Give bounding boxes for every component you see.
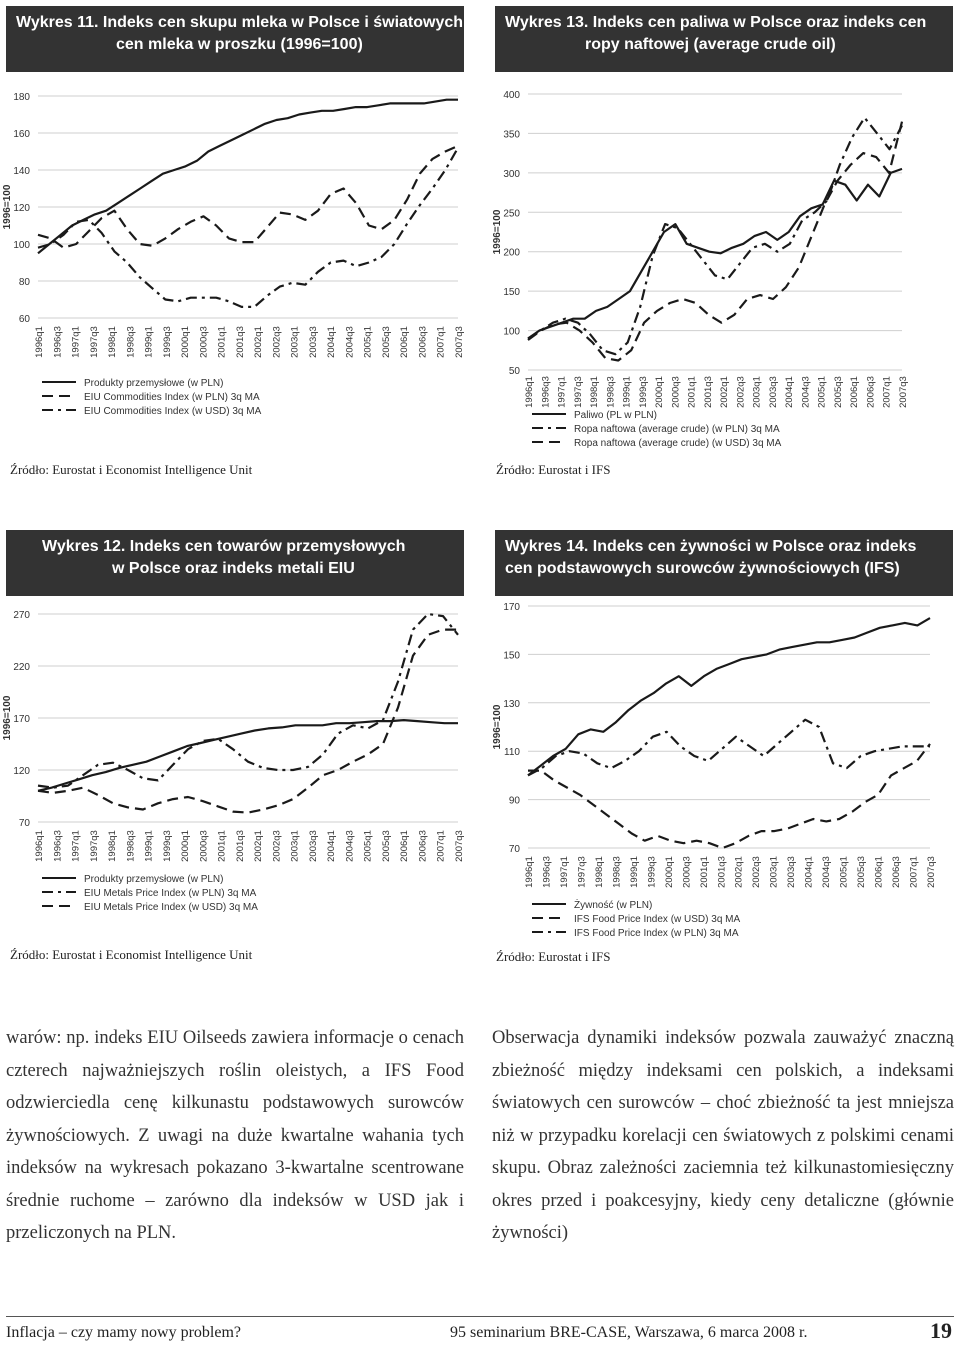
y-axis-label: 1996=100 [2,184,13,230]
legend-label: EIU Commodities Index (w USD) 3q MA [84,406,262,417]
x-tick-label: 1999q3 [161,326,173,358]
x-tick-label: 2006q3 [417,326,429,358]
y-tick-label: 400 [503,90,520,101]
x-tick-label: 2000q1 [663,856,675,888]
chart-title-line1: Wykres 14. Indeks cen żywności w Polsce oraz indeks [505,538,917,555]
source-w13: Źródło: Eurostat i IFS [496,462,611,477]
y-tick-label: 250 [503,208,520,220]
x-tick-label: 2007q1 [435,326,447,358]
x-tick-label: 2002q1 [253,830,265,862]
page-number: 19 [930,1318,952,1343]
legend-label: Produkty przemysłowe (w PLN) [84,874,224,885]
x-tick-label: 2001q3 [702,376,714,408]
footer-left: Inflacja – czy mamy nowy problem? [6,1324,242,1341]
x-tick-label: 1997q3 [88,326,100,358]
y-tick-label: 150 [503,650,520,662]
x-tick-label: 1998q3 [125,830,137,862]
x-tick-label: 1999q1 [143,326,155,358]
x-tick-label: 2004q3 [800,376,812,408]
x-tick-label: 1998q1 [107,326,119,358]
x-tick-label: 1999q1 [621,376,633,408]
y-tick-label: 150 [503,287,520,299]
legend-label: Żywność (w PLN) [574,900,653,911]
y-tick-label: 350 [503,129,520,141]
footer-rule [6,1316,954,1317]
x-tick-label: 2006q3 [865,376,877,408]
x-tick-label: 2005q1 [838,856,850,888]
series-line-3 [528,720,930,776]
x-tick-label: 2004q3 [821,856,833,888]
x-tick-label: 1997q1 [70,326,82,358]
x-tick-label: 2004q1 [326,830,338,862]
y-tick-label: 140 [13,166,30,177]
x-tick-label: 1998q1 [589,376,601,408]
x-tick-label: 1997q1 [556,376,568,408]
y-tick-label: 120 [13,766,30,777]
x-tick-label: 2004q3 [344,830,356,862]
source-w11: Źródło: Eurostat i Economist Intelligence Unit [10,462,253,477]
x-tick-label: 1999q3 [646,856,658,888]
x-tick-label: 1998q1 [107,830,119,862]
x-tick-label: 1996q1 [524,856,535,888]
y-tick-label: 300 [503,168,520,180]
y-tick-label: 50 [508,366,520,377]
series-line-1 [528,169,902,339]
chart-w13 [490,80,960,455]
chart-w12 [0,600,470,940]
chart-title-line1: Wykres 11. Indeks cen skupu mleka w Polsce i światowych [16,14,464,31]
x-tick-label: 2007q3 [898,376,909,408]
x-tick-label: 2003q1 [768,856,780,888]
x-tick-label: 1997q3 [88,830,100,862]
series-line-1 [38,100,458,254]
x-tick-label: 2004q3 [344,326,356,358]
y-tick-label: 80 [18,277,30,288]
x-tick-label: 2006q1 [849,376,861,408]
x-tick-label: 1996q3 [541,856,553,888]
x-tick-label: 2003q3 [786,856,798,888]
legend-label: EIU Metals Price Index (w USD) 3q MA [84,902,258,913]
x-tick-label: 2001q3 [716,856,728,888]
x-tick-label: 1998q3 [611,856,623,888]
x-tick-label: 2003q3 [307,326,319,358]
y-tick-label: 170 [503,602,520,613]
y-axis-label: 1996=100 [492,209,503,255]
x-tick-label: 2000q1 [654,376,666,408]
series-line-2 [528,744,930,848]
x-tick-label: 2003q3 [307,830,319,862]
chart-header-w11 [6,6,464,72]
legend-label: Produkty przemysłowe (w PLN) [84,378,224,389]
y-tick-label: 70 [508,844,520,855]
y-tick-label: 120 [13,203,30,214]
chart-header-w13 [495,6,953,72]
x-tick-label: 2007q3 [454,830,465,862]
chart-header-w12 [6,530,464,596]
x-tick-label: 2004q1 [326,326,338,358]
x-tick-label: 2005q3 [856,856,868,888]
x-tick-label: 2001q1 [686,376,698,408]
x-tick-label: 1996q3 [52,326,64,358]
chart-title-line1: Wykres 13. Indeks cen paliwa w Polsce oraz indeks cen [505,14,927,31]
x-tick-label: 2003q1 [289,326,301,358]
x-tick-label: 2002q3 [751,856,763,888]
x-tick-label: 2005q1 [362,326,374,358]
y-tick-label: 200 [503,247,520,259]
y-tick-label: 220 [13,662,30,673]
y-tick-label: 100 [13,240,30,251]
legend-label: Ropa naftowa (average crude) (w USD) 3q MA [574,438,782,449]
x-tick-label: 2007q1 [435,830,447,862]
x-tick-label: 1999q1 [628,856,640,888]
x-tick-label: 2005q1 [362,830,374,862]
series-line-3 [528,122,902,361]
legend-label: Ropa naftowa (average crude) (w PLN) 3q MA [574,424,780,435]
series-line-3 [38,148,458,307]
y-tick-label: 110 [504,747,520,759]
x-tick-label: 2000q3 [198,830,210,862]
y-axis-label: 1996=100 [492,704,503,750]
chart-title-line2: cen mleka w proszku (1996=100) [116,36,363,53]
chart-title-line2: w Polsce oraz indeks metali EIU [112,560,355,577]
x-tick-label: 2000q1 [180,326,192,358]
x-tick-label: 2004q1 [784,376,796,408]
x-tick-label: 2002q1 [253,326,265,358]
y-tick-label: 70 [18,818,30,829]
x-tick-label: 1999q3 [161,830,173,862]
x-tick-label: 1998q1 [593,856,605,888]
x-tick-label: 1998q3 [605,376,617,408]
x-tick-label: 2002q1 [733,856,745,888]
chart-title-line2: ropy naftowej (average crude oil) [585,36,836,53]
x-tick-label: 2006q1 [399,326,411,358]
chart-w11 [0,80,470,455]
y-tick-label: 100 [503,326,520,338]
series-line-2 [38,614,458,788]
x-tick-label: 2006q1 [399,830,411,862]
body-text-left: warów: np. indeks EIU Oilseeds zawiera informacje o cenach czterech najważniejszych roślin oleistych, a IFS Food odzwierciedla cenę kilkunastu podstawowych surowców żywnościowych. Z uwagi na duże kwartalne wahania tych indeksów na wykresach pokazano 3-kwartalne scentrowane średnie ruchome – zarówno dla indeksów w USD jak i przeliczonych na PLN. [6,1028,464,1243]
legend-label: EIU Metals Price Index (w PLN) 3q MA [84,888,257,899]
footer-center: 95 seminarium BRE-CASE, Warszawa, 6 marca 2008 r. [450,1324,808,1341]
x-tick-label: 2002q3 [271,326,283,358]
chart-title-line2: cen podstawowych surowców żywnościowych (IFS) [505,560,900,577]
x-tick-label: 1997q3 [572,376,584,408]
x-tick-label: 2004q1 [803,856,815,888]
x-tick-label: 2002q3 [271,830,283,862]
x-tick-label: 2005q3 [380,326,392,358]
x-tick-label: 2003q1 [289,830,301,862]
y-tick-label: 130 [503,698,520,710]
legend-label: IFS Food Price Index (w PLN) 3q MA [574,928,739,939]
series-line-1 [38,720,458,791]
y-axis-label: 1996=100 [2,695,13,741]
x-tick-label: 2005q3 [832,376,844,408]
chart-title-line1: Wykres 12. Indeks cen towarów przemysłowych [42,538,406,555]
x-tick-label: 1996q1 [524,376,535,408]
x-tick-label: 2000q1 [180,830,192,862]
y-tick-label: 170 [13,714,30,725]
x-tick-label: 1999q3 [637,376,649,408]
x-tick-label: 2001q1 [216,830,228,862]
x-tick-label: 2005q1 [816,376,828,408]
y-tick-label: 90 [508,795,520,807]
x-tick-label: 2001q3 [234,326,246,358]
x-tick-label: 2007q3 [454,326,465,358]
x-tick-label: 2006q3 [417,830,429,862]
x-tick-label: 2001q3 [234,830,246,862]
x-tick-label: 2003q3 [767,376,779,408]
x-tick-label: 2001q1 [698,856,710,888]
x-tick-label: 2005q3 [380,830,392,862]
x-tick-label: 2002q1 [719,376,731,408]
x-tick-label: 1996q1 [34,830,45,862]
x-tick-label: 2007q1 [881,376,893,408]
x-tick-label: 1996q3 [540,376,552,408]
x-tick-label: 2002q3 [735,376,747,408]
x-tick-label: 2000q3 [681,856,693,888]
x-tick-label: 2006q3 [891,856,903,888]
x-tick-label: 2007q3 [926,856,937,888]
x-tick-label: 2007q1 [908,856,920,888]
x-tick-label: 2006q1 [873,856,885,888]
x-tick-label: 1997q1 [70,830,82,862]
chart-header-w14 [495,530,953,596]
legend-label: IFS Food Price Index (w USD) 3q MA [574,914,741,925]
x-tick-label: 2000q3 [670,376,682,408]
chart-w14 [490,600,960,950]
x-tick-label: 1997q1 [558,856,570,888]
y-tick-label: 60 [18,314,30,325]
x-tick-label: 2000q3 [198,326,210,358]
y-tick-label: 160 [13,129,30,140]
x-tick-label: 1997q3 [576,856,588,888]
x-tick-label: 1996q1 [34,326,45,358]
x-tick-label: 1998q3 [125,326,137,358]
source-w14: Źródło: Eurostat i IFS [496,949,611,964]
y-tick-label: 180 [13,92,30,103]
x-tick-label: 2001q1 [216,326,228,358]
x-tick-label: 1996q3 [52,830,64,862]
x-tick-label: 2003q1 [751,376,763,408]
x-tick-label: 1999q1 [143,830,155,862]
legend-label: EIU Commodities Index (w PLN) 3q MA [84,392,260,403]
y-tick-label: 270 [13,610,30,621]
legend-label: Paliwo (PL w PLN) [574,410,657,421]
body-text-right: Obserwacja dynamiki indeksów pozwala zauważyć znaczną zbieżność między indeksami cen polskich, a indeksami światowych cen surowców – choć zbieżność ta jest mniejsza niż w przypadku korelacji cen światowych z polskimi cenami skupu. Obraz zależności zaciemnia też kilkunastomiesięczny okres przed i poakcesyjny, kiedy ceny detaliczne (głównie żywności) [492,1028,954,1243]
source-w12: Źródło: Eurostat i Economist Intelligence Unit [10,947,253,962]
